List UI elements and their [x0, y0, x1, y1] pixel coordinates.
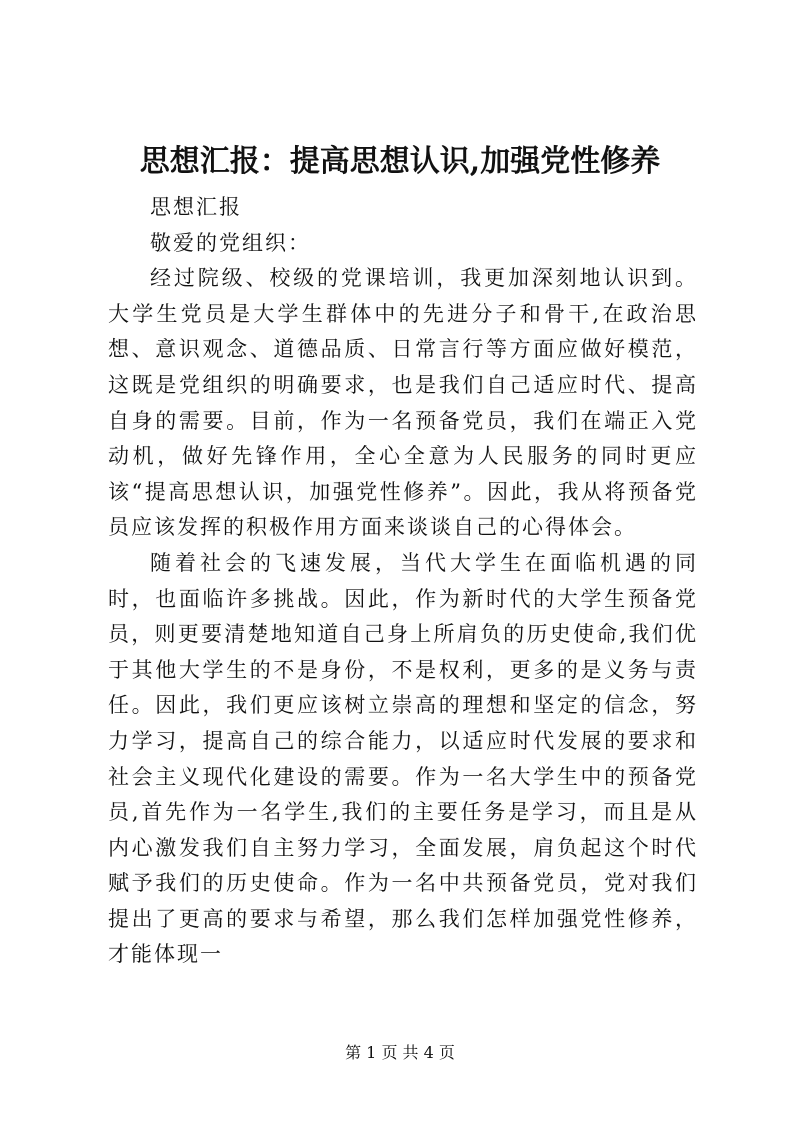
salutation: 敬爱的党组织： [150, 230, 311, 255]
body-paragraph: 经过院级、校级的党课培训，我更加深刻地认识到。大学生党员是大学生群体中的先进分子和骨干,在政治思想、意识观念、道德品质、日常言行等方面应做好模范，这既是党组织的明确要求，也是我们自己适应时代、提高自身的需要。目前，作为一名预备党员，我们在端正入党动机，做好先锋作用，全心全意为人民服务的同时更应该“提高思想认识，加强党性修养”。因此，我从将预备党员应该发挥的积极作用方面来谈谈自己的心得体会。 [108, 266, 698, 540]
document-title: 思想汇报：提高思想认识,加强党性修养 [139, 144, 661, 179]
heading-line: 思想汇报 [150, 195, 242, 219]
page-number-footer: 第 1 页 共 4 页 [345, 1043, 455, 1062]
document-body [108, 190, 698, 973]
body-paragraph: 随着社会的飞速发展，当代大学生在面临机遇的同时，也面临许多挑战。因此，作为新时代的大学生预备党员，则更要清楚地知道自己身上所肩负的历史使命,我们优于其他大学生的不是身份，不是权利，更多的是义务与责任。因此，我们更应该树立崇高的理想和坚定的信念，努力学习，提高自己的综合能力，以适应时代发展的要求和社会主义现代化建设的需要。作为一名大学生中的预备党员,首先作为一名学生,我们的主要任务是学习，而且是从内心激发我们自主努力学习，全面发展，肩负起这个时代赋予我们的历史使命。作为一名中共预备党员，党对我们提出了更高的要求与希望，那么我们怎样加强党性修养，才能体现一 [108, 550, 698, 967]
